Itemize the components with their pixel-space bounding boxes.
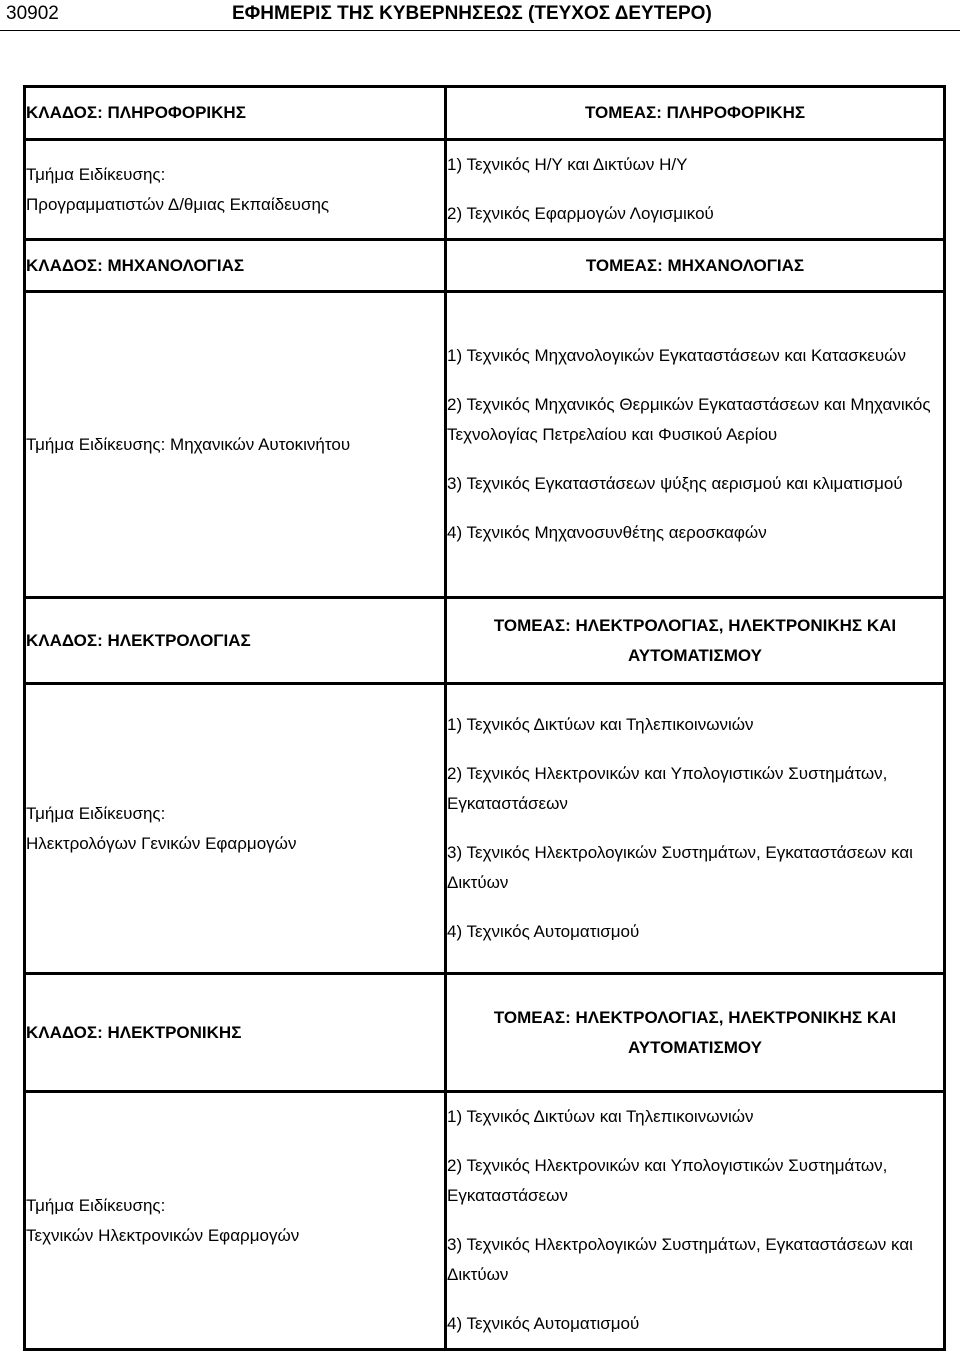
branch-electrical: ΚΛΑΔΟΣ: ΗΛΕΚΤΡΟΛΟΓΙΑΣ bbox=[25, 598, 446, 684]
specialty-informatics bbox=[25, 140, 446, 240]
list-item: 3) Τεχνικός Ηλεκτρολογικών Συστημάτων, Εγκαταστάσεων και Δικτύων bbox=[447, 1235, 913, 1284]
specialty-label: Τμήμα Ειδίκευσης: bbox=[26, 164, 166, 184]
specialty-name: Προγραμματιστών Δ/θμιας Εκπαίδευσης bbox=[26, 194, 330, 214]
items-electronics bbox=[446, 1092, 945, 1350]
journal-title: ΕΦΗΜΕΡΙΣ ΤΗΣ ΚΥΒΕΡΝΗΣΕΩΣ (ΤΕΥΧΟΣ ΔΕΥΤΕΡΟ) bbox=[232, 3, 712, 24]
list-item: 4) Τεχνικός Αυτοματισμού bbox=[447, 922, 640, 941]
sector-mechanical: ΤΟΜΕΑΣ: ΜΗΧΑΝΟΛΟΓΙΑΣ bbox=[446, 240, 945, 292]
items-informatics bbox=[446, 140, 945, 240]
branch-row-electronics bbox=[25, 974, 945, 1092]
specialty-electronics bbox=[25, 1092, 446, 1350]
page-number: 30902 bbox=[6, 3, 59, 24]
list-item: 3) Τεχνικός Εγκαταστάσεων ψύξης αερισμού και κλιματισμού bbox=[447, 474, 903, 493]
branch-row-mechanical bbox=[25, 240, 945, 292]
specialty-row-electronics bbox=[25, 1092, 945, 1350]
branch-informatics: ΚΛΑΔΟΣ: ΠΛΗΡΟΦΟΡΙΚΗΣ bbox=[25, 87, 446, 140]
list-item: 4) Τεχνικός Αυτοματισμού bbox=[447, 1314, 640, 1333]
sector-electronics: ΤΟΜΕΑΣ: ΗΛΕΚΤΡΟΛΟΓΙΑΣ, ΗΛΕΚΤΡΟΝΙΚΗΣ ΚΑΙ ΑΥΤΟΜΑΤΙΣΜΟΥ bbox=[446, 974, 945, 1092]
items-mechanical bbox=[446, 292, 945, 598]
specialty-name: Ηλεκτρολόγων Γενικών Εφαρμογών bbox=[26, 833, 297, 853]
list-item: 1) Τεχνικός Μηχανολογικών Εγκαταστάσεων και Κατασκευών bbox=[447, 346, 906, 365]
list-item: 3) Τεχνικός Ηλεκτρολογικών Συστημάτων, Εγκαταστάσεων και Δικτύων bbox=[447, 843, 913, 892]
list-item: 2) Τεχνικός Ηλεκτρονικών και Υπολογιστικών Συστημάτων, Εγκαταστάσεων bbox=[447, 1156, 888, 1205]
specialty-label: Τμήμα Ειδίκευσης: bbox=[26, 803, 166, 823]
sector-informatics: ΤΟΜΕΑΣ: ΠΛΗΡΟΦΟΡΙΚΗΣ bbox=[446, 87, 945, 140]
list-item: 2) Τεχνικός Ηλεκτρονικών και Υπολογιστικών Συστημάτων, Εγκαταστάσεων bbox=[447, 764, 888, 813]
branch-row-electrical bbox=[25, 598, 945, 684]
branch-mechanical: ΚΛΑΔΟΣ: ΜΗΧΑΝΟΛΟΓΙΑΣ bbox=[25, 240, 446, 292]
specialty-row-mechanical bbox=[25, 292, 945, 598]
list-item: 4) Τεχνικός Μηχανοσυνθέτης αεροσκαφών bbox=[447, 523, 767, 542]
page-header bbox=[0, 0, 960, 31]
sector-electrical: ΤΟΜΕΑΣ: ΗΛΕΚΤΡΟΛΟΓΙΑΣ, ΗΛΕΚΤΡΟΝΙΚΗΣ ΚΑΙ ΑΥΤΟΜΑΤΙΣΜΟΥ bbox=[446, 598, 945, 684]
items-electrical bbox=[446, 684, 945, 974]
branch-electronics: ΚΛΑΔΟΣ: ΗΛΕΚΤΡΟΝΙΚΗΣ bbox=[25, 974, 446, 1092]
specialty-electrical bbox=[25, 684, 446, 974]
list-item: 2) Τεχνικός Μηχανικός Θερμικών Εγκαταστάσεων και Μηχανικός Τεχνολογίας Πετρελαίου και Φυσικού Αερίου bbox=[447, 395, 931, 444]
branch-row-informatics bbox=[25, 87, 945, 140]
specialty-mechanical: Τμήμα Ειδίκευσης: Μηχανικών Αυτοκινήτου bbox=[25, 292, 446, 598]
specialty-row-informatics bbox=[25, 140, 945, 240]
list-item: 1) Τεχνικός Δικτύων και Τηλεπικοινωνιών bbox=[447, 715, 754, 734]
list-item: 1) Τεχνικός Η/Υ και Δικτύων Η/Υ bbox=[447, 155, 688, 174]
list-item: 1) Τεχνικός Δικτύων και Τηλεπικοινωνιών bbox=[447, 1107, 754, 1126]
specialty-row-electrical bbox=[25, 684, 945, 974]
specialty-label: Τμήμα Ειδίκευσης: bbox=[26, 1195, 166, 1215]
specialty-name: Τεχνικών Ηλεκτρονικών Εφαρμογών bbox=[26, 1225, 300, 1245]
specialties-table bbox=[23, 85, 946, 1351]
list-item: 2) Τεχνικός Εφαρμογών Λογισμικού bbox=[447, 204, 714, 223]
